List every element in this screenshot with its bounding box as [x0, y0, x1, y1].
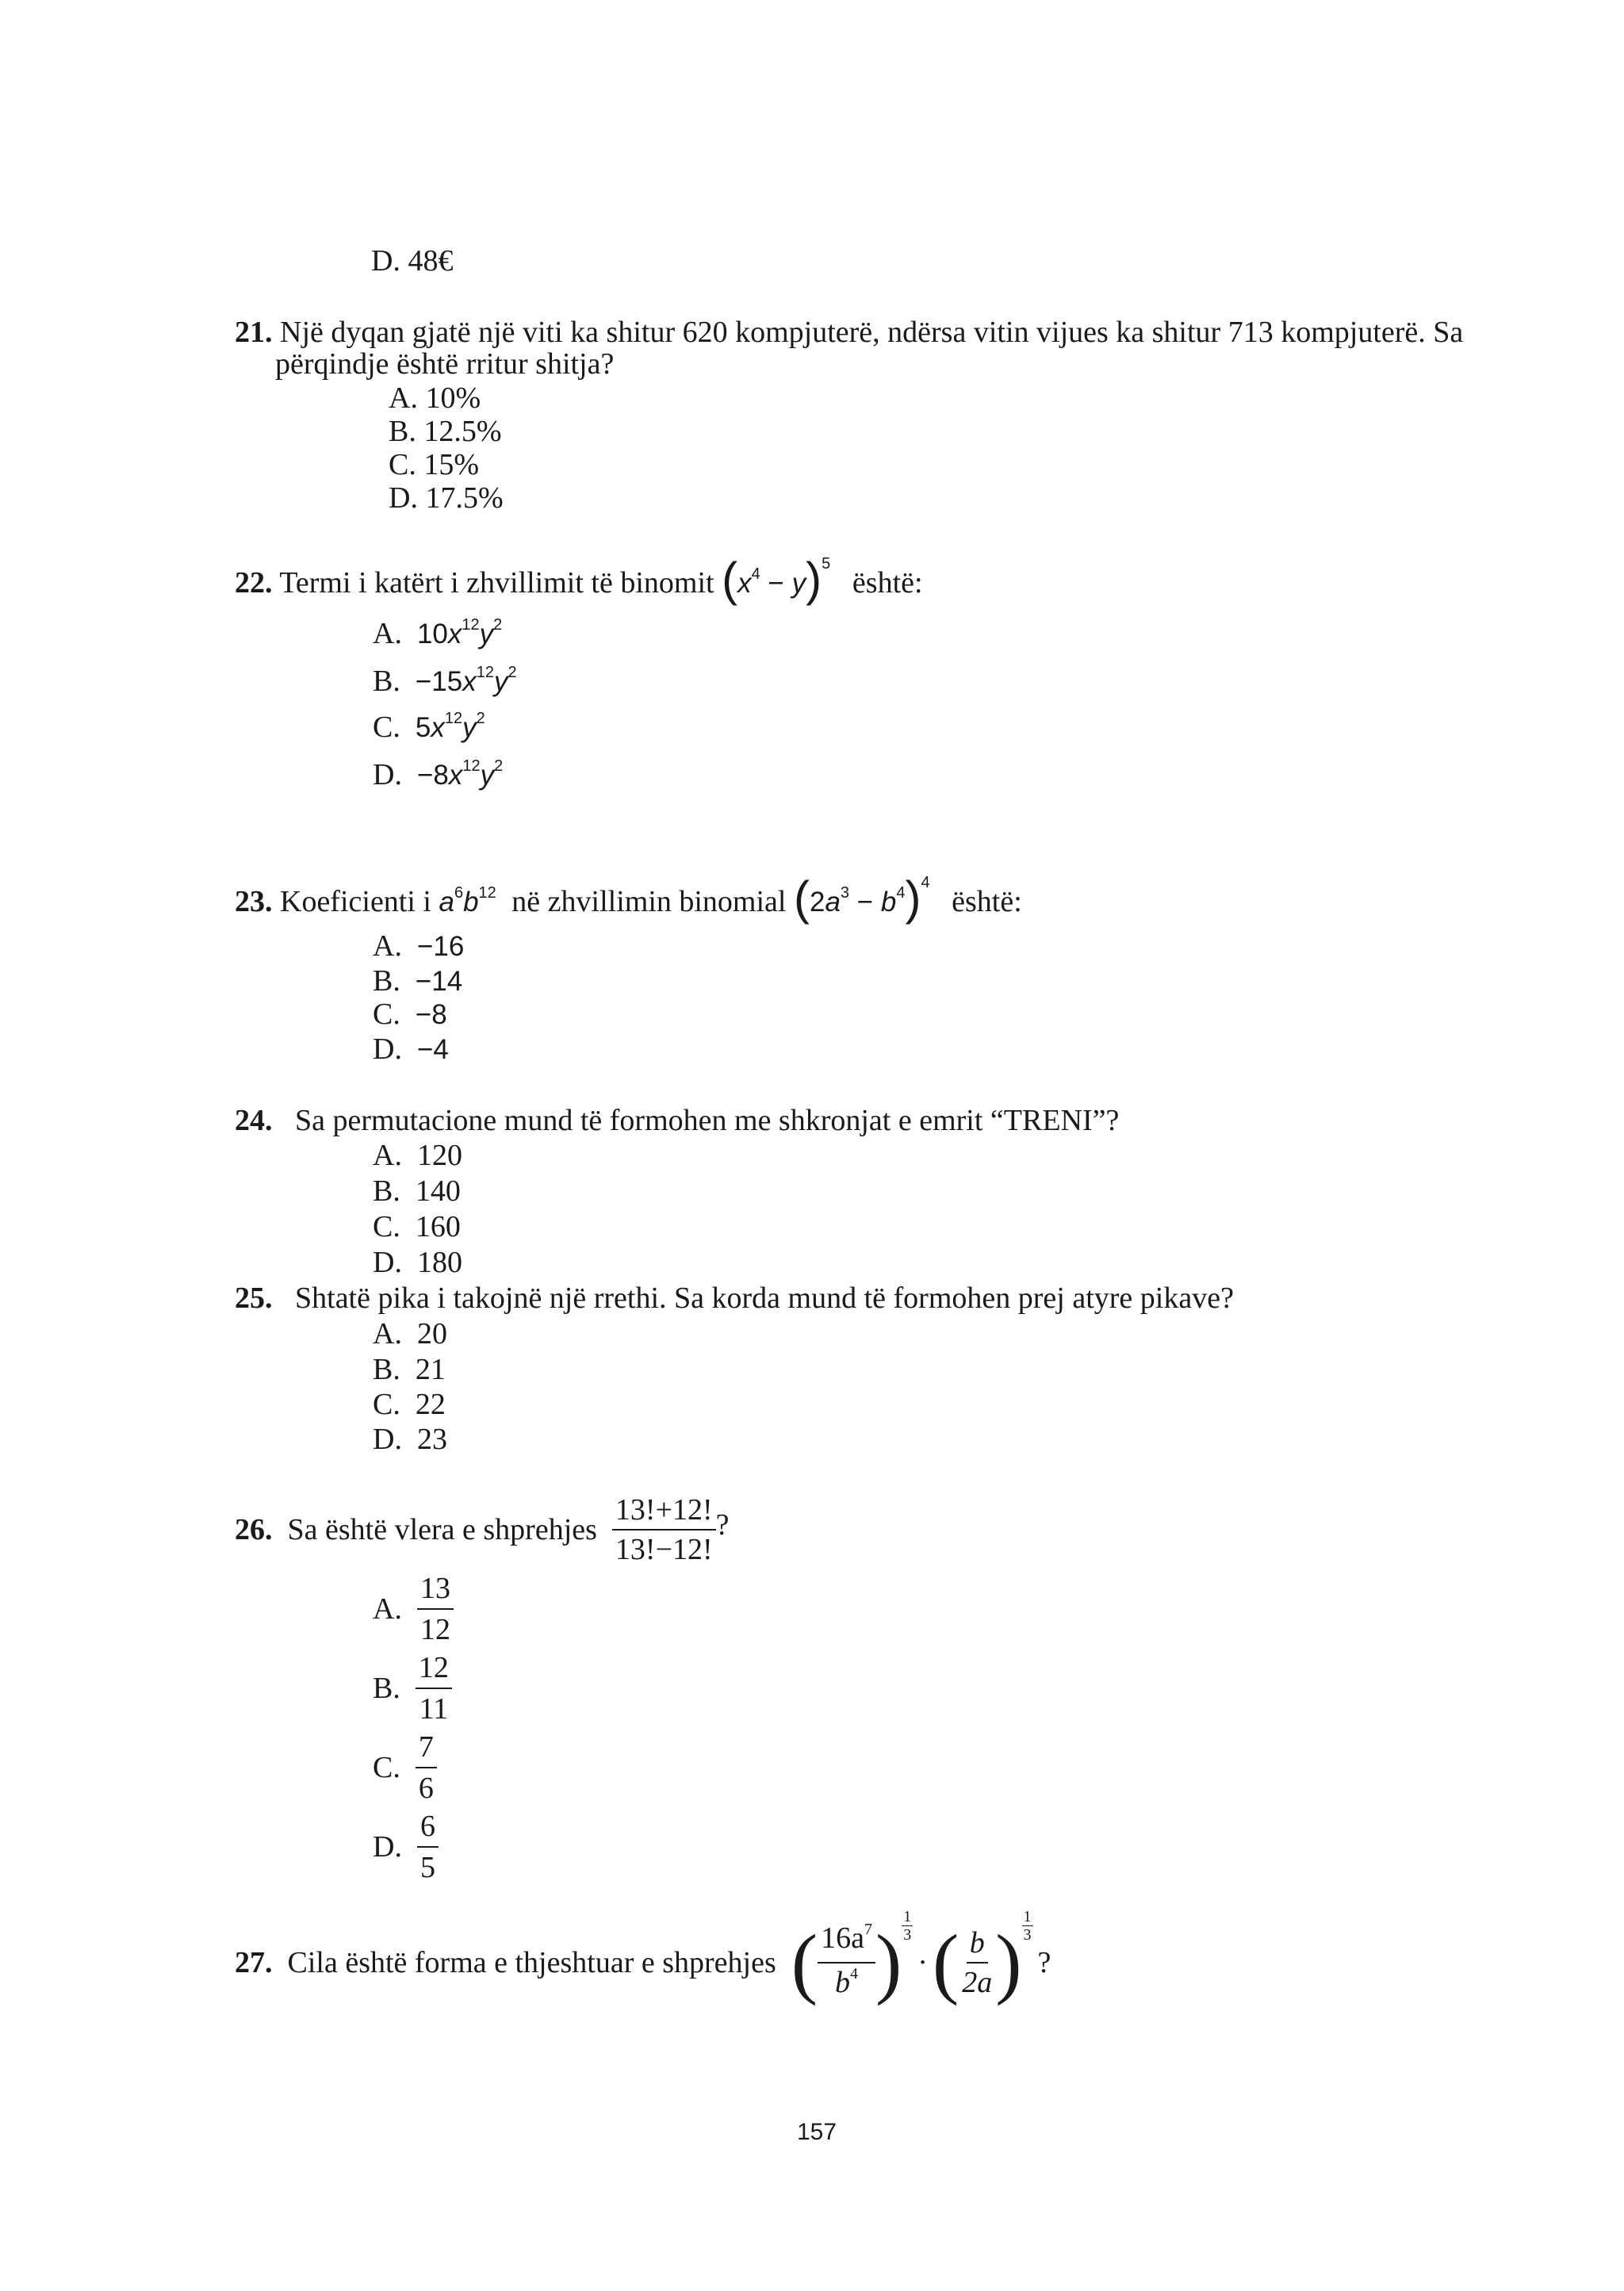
q26-option-a: A. $\frac{13}{12}$	[373, 1569, 454, 1649]
q24-option-d: D. 180	[373, 1246, 462, 1279]
q23-expression: $(2a^3 - b^4)^4$	[793, 872, 930, 925]
q25-text: Shtatë pika i takojnë një rrethi. Sa korda mund të formohen prej atyre pikave?	[295, 1282, 1234, 1315]
q22-expression: $(x^4 - y)^5$	[722, 553, 831, 606]
q23-term: $a^6b^{12}$	[439, 884, 496, 918]
q21-option-c: C. 15%	[389, 448, 479, 481]
q25-option-b: B. 21	[373, 1353, 446, 1386]
q22-text-after: është:	[852, 566, 923, 600]
q23-number: 23.	[235, 885, 273, 918]
q21-number: 21.	[235, 316, 273, 349]
q23-option-a: A. −16	[373, 929, 465, 963]
q23-text-mid: në zhvillimin binomial	[511, 885, 787, 918]
q21-option-a: A. 10%	[389, 381, 481, 415]
q26-option-d: D. $\frac{6}{5}$	[373, 1806, 439, 1887]
q22-option-b: B. $-15x^{12}y^2$	[373, 664, 517, 698]
q21-option-d: D. 17.5%	[389, 481, 504, 515]
q26-number: 26.	[235, 1513, 273, 1546]
q23-option-c: C. −8	[373, 998, 447, 1031]
q21-option-b: B. 12.5%	[389, 415, 502, 448]
q26-question: 26. Sa është vlera e shprehjes $\frac{13!+12!}{13!-12!}$ ?	[235, 1491, 730, 1569]
q22-question	[235, 553, 923, 606]
page-number: 157	[797, 2119, 837, 2145]
q25-question	[235, 1282, 1234, 1315]
q21-line1	[235, 316, 1463, 349]
q23-option-b: B. −14	[373, 964, 463, 998]
q24-option-c: C. 160	[373, 1210, 461, 1243]
q24-option-a: A. 120	[373, 1139, 462, 1172]
q25-option-c: C. 22	[373, 1388, 446, 1421]
q21-text-line1: Një dyqan gjatë një viti ka shitur 620 kompjuterë, ndërsa vitin vijues ka shitur 713 kompjuterë. Sa	[280, 316, 1464, 349]
q20-option-d: D. 48€	[371, 244, 454, 278]
q22-option-c: C. $5x^{12}y^2$	[373, 710, 485, 744]
q21-text-line2: përqindje është rritur shitja?	[275, 347, 615, 381]
q24-option-b: B. 140	[373, 1174, 461, 1208]
q26-option-b: B. $\frac{12}{11}$	[373, 1648, 452, 1729]
q25-option-d: D. 23	[373, 1423, 447, 1456]
q27-text: Cila është forma e thjeshtuar e shprehjes	[287, 1946, 776, 1979]
q22-option-d: D. $-8x^{12}y^2$	[373, 757, 504, 791]
q26-option-c: C. $\frac{7}{6}$	[373, 1727, 437, 1808]
q22-option-a: A. $10x^{12}y^2$	[373, 616, 503, 650]
q22-text: Termi i katërt i zhvillimit të binomit	[279, 566, 714, 600]
q26-text: Sa është vlera e shprehjes	[287, 1513, 597, 1546]
q23-text-after: është:	[952, 885, 1022, 918]
q27-expression: ( $\frac{16a^7}{b^4}$ ) $\frac{1}{3}$ · ( $\frac{b}{2a}$ ) $\frac{1}{3}$ ?	[791, 1908, 1051, 2006]
q23-option-d: D. −4	[373, 1032, 449, 1066]
q27-number: 27.	[235, 1946, 273, 1979]
q24-question	[235, 1104, 1119, 1137]
q23-text: Koeficienti i	[280, 885, 431, 918]
q25-option-a: A. 20	[373, 1317, 447, 1350]
q27-question	[235, 1908, 1051, 2006]
q23-question	[235, 872, 1022, 925]
q25-number: 25.	[235, 1282, 273, 1315]
q24-text: Sa permutacione mund të formohen me shkronjat e emrit “TRENI”?	[295, 1104, 1120, 1137]
q26-fraction: $\frac{13!+12!}{13!-12!}$	[612, 1491, 716, 1569]
q24-number: 24.	[235, 1104, 273, 1137]
q22-number: 22.	[235, 566, 273, 600]
